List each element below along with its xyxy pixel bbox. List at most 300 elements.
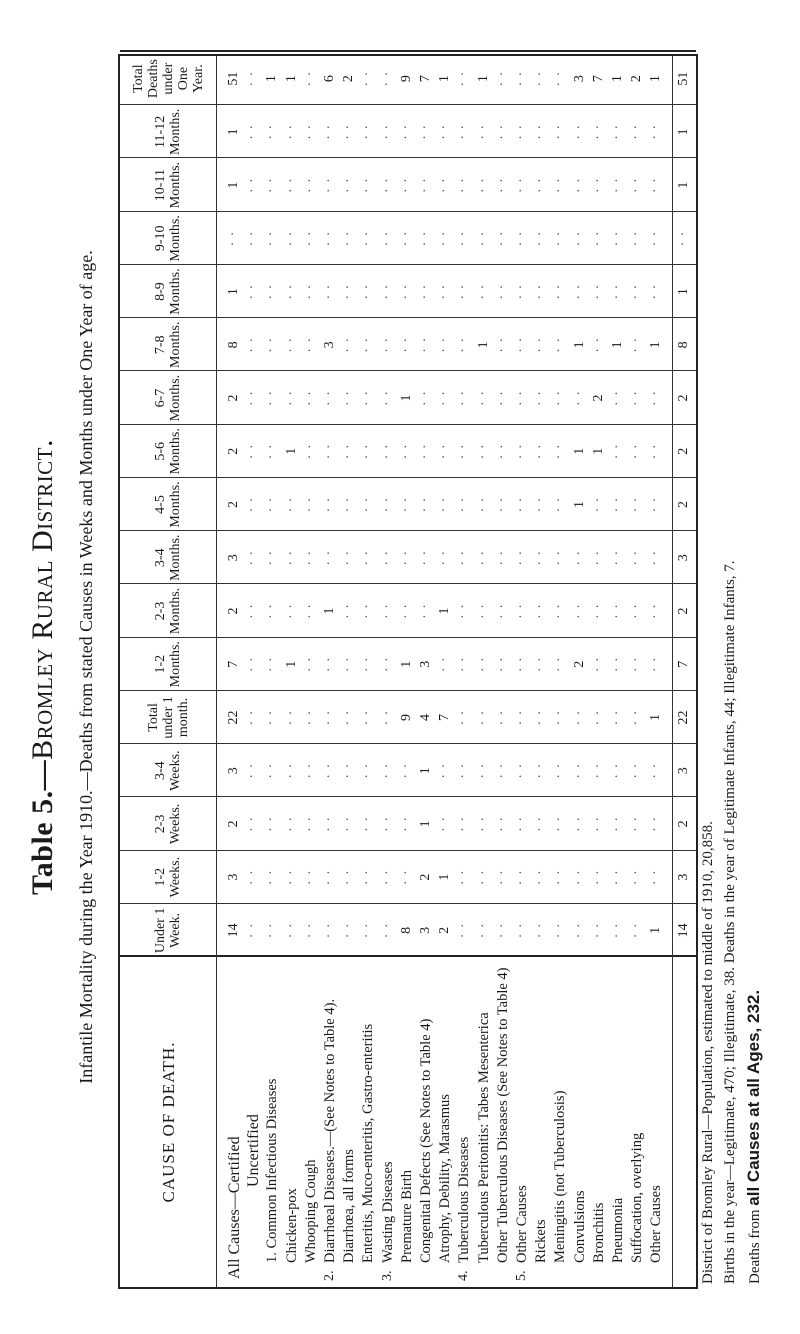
table-cell: · ·	[590, 816, 606, 832]
table-cell: · ·	[629, 869, 645, 886]
table-title-district: Bromley Rural District.	[26, 439, 59, 760]
table-cell: 2	[675, 447, 691, 455]
table-cell: · ·	[514, 123, 529, 140]
table-cell: · ·	[379, 336, 395, 353]
table-cell: · ·	[475, 443, 491, 460]
table-cell: · ·	[514, 70, 529, 87]
table-cell: 1	[398, 394, 414, 402]
table-cell: · ·	[456, 230, 472, 247]
table-cell: · ·	[283, 496, 299, 513]
table-cell: · ·	[533, 177, 549, 194]
table-cell: · ·	[418, 230, 433, 247]
table-cell: · ·	[648, 177, 664, 194]
table-cell: · ·	[360, 709, 376, 726]
table-cell: · ·	[533, 390, 549, 406]
table-cell: · ·	[360, 230, 376, 247]
table-cell: · ·	[437, 762, 453, 779]
row-label: Suffocation, overlying	[629, 1132, 646, 1263]
table-cell: 1	[398, 660, 414, 668]
table-cell: · ·	[494, 816, 510, 832]
header-col-13: 8-9 Months.	[153, 268, 183, 315]
table-cell: · ·	[610, 549, 625, 566]
table-cell: · ·	[610, 603, 625, 619]
table-cell: · ·	[398, 230, 414, 247]
table-cell: · ·	[571, 603, 587, 619]
table-cell: · ·	[494, 709, 510, 726]
table-cell: · ·	[360, 496, 376, 513]
table-cell: · ·	[475, 816, 491, 832]
table-cell: 1	[437, 607, 453, 615]
row-label: Congenital Defects (See Notes to Table 4)	[418, 1018, 434, 1263]
table-cell: · ·	[302, 922, 318, 939]
table-cell: · ·	[302, 283, 318, 300]
table-cell: · ·	[629, 177, 645, 194]
header-col-12: 7-8 Months.	[153, 321, 183, 368]
table-cell: · ·	[398, 283, 414, 300]
table-cell: · ·	[552, 709, 568, 726]
table-cell: 1	[322, 607, 337, 615]
table-cell: · ·	[629, 549, 645, 566]
table-cell: · ·	[456, 869, 472, 886]
table-cell: · ·	[456, 656, 472, 673]
table-cell: · ·	[475, 603, 491, 619]
table-cell: · ·	[675, 230, 691, 247]
table-cell: · ·	[264, 496, 280, 513]
table-cell: · ·	[552, 390, 568, 406]
table-cell: · ·	[648, 656, 664, 673]
table-cell: 1	[648, 713, 664, 721]
table-cell: · ·	[379, 177, 395, 194]
table-cell: · ·	[437, 123, 453, 140]
table-cell: · ·	[610, 123, 625, 140]
table-cell: 1	[675, 181, 691, 189]
table-cell: 3	[226, 767, 241, 775]
table-cell: 1	[610, 341, 625, 349]
table-cell: · ·	[533, 123, 549, 140]
table-cell: · ·	[610, 230, 625, 247]
table-cell: · ·	[360, 656, 376, 673]
table-cell: · ·	[494, 336, 510, 353]
table-cell: · ·	[322, 123, 337, 140]
table-cell: 1	[610, 75, 625, 83]
table-cell: · ·	[514, 869, 529, 886]
row-label: Other Tuberculous Diseases (See Notes to Table 4)	[494, 967, 511, 1263]
table-cell: · ·	[264, 603, 280, 619]
table-cell: · ·	[590, 336, 606, 353]
table-cell: · ·	[552, 496, 568, 513]
table-cell: · ·	[398, 869, 414, 886]
table-cell: · ·	[245, 709, 261, 726]
table-cell: 7	[437, 713, 453, 721]
table-cell: · ·	[398, 762, 414, 779]
header-col-1: Under 1 Week.	[153, 907, 183, 954]
table-cell: · ·	[245, 336, 261, 353]
table-cell: · ·	[418, 177, 433, 194]
table-cell: · ·	[494, 390, 510, 406]
table-cell: · ·	[552, 283, 568, 300]
table-cell: · ·	[245, 496, 261, 513]
table-cell: · ·	[283, 123, 299, 140]
table-cell: 1	[283, 660, 299, 668]
table-cell: · ·	[379, 230, 395, 247]
table-cell: · ·	[552, 336, 568, 353]
row-label: Pneumonia	[610, 1197, 626, 1263]
table-cell: · ·	[629, 656, 645, 673]
table-cell: · ·	[494, 177, 510, 194]
table-cell: · ·	[322, 549, 337, 566]
table-cell: 3	[418, 926, 433, 934]
table-cell: · ·	[648, 762, 664, 779]
table-cell: · ·	[571, 549, 587, 566]
row-label: Diarrhœa, all forms	[341, 1149, 358, 1263]
table-cell: · ·	[379, 496, 395, 513]
table-cell: · ·	[648, 549, 664, 566]
table-cell: · ·	[398, 496, 414, 513]
table-cell: 1	[437, 75, 453, 83]
table-cell: · ·	[341, 816, 357, 832]
row-label: Wasting Diseases	[379, 1161, 396, 1263]
row-label: Convulsions	[571, 1190, 588, 1263]
table-cell: · ·	[552, 70, 568, 87]
table-cell: · ·	[360, 922, 376, 939]
table-cell: · ·	[245, 177, 261, 194]
table-cell: · ·	[283, 816, 299, 832]
table-cell: · ·	[360, 549, 376, 566]
table-cell: · ·	[264, 283, 280, 300]
table-cell: · ·	[571, 816, 587, 832]
table-cell: · ·	[494, 762, 510, 779]
table-cell: · ·	[341, 549, 357, 566]
table-cell: · ·	[648, 230, 664, 247]
table-cell: · ·	[341, 443, 357, 460]
table-cell: · ·	[283, 603, 299, 619]
table-cell: 51	[226, 71, 241, 86]
table-cell: · ·	[456, 443, 472, 460]
header-col-5: Total under 1 month.	[145, 696, 191, 739]
table-cell: · ·	[245, 390, 261, 406]
table-cell: · ·	[494, 549, 510, 566]
table-cell: · ·	[398, 336, 414, 353]
table-cell: · ·	[533, 816, 549, 832]
table-cell: 3	[675, 873, 691, 881]
table-cell: · ·	[322, 496, 337, 513]
table-cell: · ·	[494, 443, 510, 460]
table-cell: · ·	[245, 283, 261, 300]
table-cell: · ·	[533, 70, 549, 87]
table-cell: · ·	[629, 283, 645, 300]
table-cell: 7	[590, 75, 606, 83]
table-cell: 1	[675, 128, 691, 136]
table-cell: · ·	[514, 922, 529, 939]
row-label: Other Causes	[514, 1185, 530, 1263]
table-cell: · ·	[283, 549, 299, 566]
table-cell: · ·	[264, 336, 280, 353]
table-cell: · ·	[533, 709, 549, 726]
total-divider	[672, 56, 673, 1287]
row-label: Diarrhœal Diseases.—(See Notes to Table 4).	[322, 998, 338, 1263]
table-cell: · ·	[437, 549, 453, 566]
footer-deaths-total: all Causes at all Ages, 232.	[744, 989, 763, 1206]
table-cell: · ·	[437, 177, 453, 194]
table-cell: · ·	[398, 123, 414, 140]
table-cell: · ·	[437, 656, 453, 673]
table-cell: · ·	[398, 443, 414, 460]
table-cell: · ·	[610, 762, 625, 779]
table-cell: 3	[226, 554, 241, 562]
table-cell: · ·	[475, 762, 491, 779]
table-cell: · ·	[552, 762, 568, 779]
row-label: Chicken-pox	[283, 1188, 300, 1263]
table-cell: · ·	[283, 709, 299, 726]
table-cell: · ·	[360, 123, 376, 140]
table-cell: · ·	[610, 283, 625, 300]
table-cell: · ·	[590, 869, 606, 886]
table-cell: · ·	[475, 390, 491, 406]
table-cell: · ·	[648, 496, 664, 513]
table-cell: 2	[675, 394, 691, 402]
table-cell: · ·	[456, 390, 472, 406]
footer-deaths	[744, 990, 764, 1284]
table-cell: · ·	[302, 869, 318, 886]
table-cell: · ·	[379, 123, 395, 140]
table-cell: · ·	[302, 816, 318, 832]
table-cell: · ·	[590, 922, 606, 939]
table-cell: 7	[675, 660, 691, 668]
table-cell: · ·	[590, 230, 606, 247]
table-cell: 1	[226, 181, 241, 189]
table-cell: · ·	[283, 177, 299, 194]
table-cell: · ·	[571, 230, 587, 247]
table-cell: · ·	[610, 177, 625, 194]
table-cell: · ·	[437, 283, 453, 300]
table-cell: · ·	[629, 709, 645, 726]
table-cell: · ·	[264, 656, 280, 673]
table-cell: · ·	[514, 336, 529, 353]
table-cell: · ·	[533, 869, 549, 886]
table-cell: · ·	[552, 549, 568, 566]
table-cell: · ·	[629, 443, 645, 460]
table-cell: · ·	[514, 603, 529, 619]
table-cell: 14	[226, 923, 241, 938]
table-cell: · ·	[610, 390, 625, 406]
table-cell: 1	[571, 447, 587, 455]
table-cell: · ·	[590, 496, 606, 513]
table-cell: · ·	[302, 230, 318, 247]
table-cell: · ·	[514, 656, 529, 673]
table-cell: · ·	[245, 443, 261, 460]
table-cell: 2	[226, 394, 241, 402]
table-cell: 1	[226, 288, 241, 296]
table-cell: 9	[398, 75, 414, 83]
table-cell: 2	[341, 75, 357, 83]
table-cell: 2	[675, 607, 691, 615]
table-cell: 8	[226, 341, 241, 349]
table-cell: 1	[226, 128, 241, 136]
table-cell: · ·	[456, 762, 472, 779]
table-cell: · ·	[264, 549, 280, 566]
table-cell: · ·	[283, 869, 299, 886]
table-cell: 1	[648, 75, 664, 83]
table-cell: · ·	[629, 123, 645, 140]
table-cell: · ·	[437, 443, 453, 460]
table-cell: · ·	[514, 390, 529, 406]
table-title	[26, 0, 60, 1334]
table-cell: · ·	[322, 709, 337, 726]
table-cell: · ·	[379, 283, 395, 300]
table-cell: · ·	[245, 123, 261, 140]
table-cell: · ·	[475, 496, 491, 513]
table-cell: · ·	[341, 762, 357, 779]
table-cell: · ·	[533, 762, 549, 779]
row-label: Tuberculous Diseases	[456, 1136, 473, 1263]
row-label: Whooping Cough	[302, 1159, 319, 1263]
table-cell: · ·	[264, 816, 280, 832]
table-cell: · ·	[264, 869, 280, 886]
row-group-number: 3.	[379, 1270, 395, 1281]
table-cell: · ·	[514, 496, 529, 513]
table-cell: · ·	[322, 230, 337, 247]
table-cell: · ·	[456, 922, 472, 939]
table-cell: · ·	[629, 390, 645, 406]
table-cell: 2	[226, 447, 241, 455]
table-cell: · ·	[629, 230, 645, 247]
table-cell: · ·	[341, 230, 357, 247]
table-cell: 1	[475, 75, 491, 83]
table-cell: · ·	[322, 762, 337, 779]
table-cell: · ·	[571, 762, 587, 779]
table-cell: · ·	[245, 230, 261, 247]
table-cell: · ·	[590, 603, 606, 619]
table-cell: 1	[571, 501, 587, 509]
table-cell: · ·	[648, 816, 664, 832]
table-cell: · ·	[341, 336, 357, 353]
table-cell: · ·	[571, 390, 587, 406]
table-cell: · ·	[571, 177, 587, 194]
table-cell: · ·	[571, 869, 587, 886]
table-cell: · ·	[245, 816, 261, 832]
table-cell: · ·	[379, 762, 395, 779]
table-cell: · ·	[494, 922, 510, 939]
table-cell: · ·	[341, 123, 357, 140]
table-cell: · ·	[610, 816, 625, 832]
table-cell: · ·	[533, 922, 549, 939]
row-label: Other Causes	[648, 1185, 665, 1263]
table-cell: · ·	[264, 230, 280, 247]
table-cell: · ·	[494, 869, 510, 886]
table-cell: · ·	[379, 603, 395, 619]
table-cell: · ·	[341, 709, 357, 726]
table-cell: · ·	[341, 283, 357, 300]
table-cell: · ·	[456, 549, 472, 566]
table-cell: 2	[571, 660, 587, 668]
table-cell: · ·	[610, 709, 625, 726]
table-cell: · ·	[494, 283, 510, 300]
row-label: Meningitis (not Tuberculosis)	[552, 1090, 569, 1263]
table-cell: 2	[226, 501, 241, 509]
table-cell: · ·	[418, 390, 433, 406]
table-cell: · ·	[533, 230, 549, 247]
table-cell: · ·	[418, 443, 433, 460]
header-col-9: 4-5 Months.	[153, 481, 183, 528]
table-cell: 1	[418, 820, 433, 828]
table-cell: · ·	[648, 390, 664, 406]
table-cell: · ·	[437, 816, 453, 832]
table-cell: 4	[418, 713, 433, 721]
table-title-prefix: Table 5.—	[26, 759, 59, 895]
table-cell: · ·	[418, 283, 433, 300]
table-cell: · ·	[590, 177, 606, 194]
table-cell: · ·	[379, 869, 395, 886]
row-label: All Causes—Certified	[226, 1136, 243, 1279]
table-cell: · ·	[245, 70, 261, 87]
table-cell: · ·	[302, 336, 318, 353]
table-cell: · ·	[590, 762, 606, 779]
table-cell: · ·	[648, 283, 664, 300]
table-cell: · ·	[341, 177, 357, 194]
table-cell: · ·	[245, 603, 261, 619]
table-cell: · ·	[590, 656, 606, 673]
table-cell: · ·	[341, 496, 357, 513]
table-cell: · ·	[629, 762, 645, 779]
table-cell: · ·	[629, 496, 645, 513]
table-cell: · ·	[437, 230, 453, 247]
table-cell: 6	[322, 75, 337, 83]
table-cell: · ·	[629, 816, 645, 832]
table-cell: · ·	[514, 709, 529, 726]
table-cell: · ·	[283, 762, 299, 779]
table-cell: · ·	[533, 496, 549, 513]
table-cell: · ·	[533, 336, 549, 353]
table-cell: · ·	[533, 443, 549, 460]
table-cell: · ·	[610, 922, 625, 939]
table-cell: · ·	[341, 390, 357, 406]
table-cell: · ·	[264, 390, 280, 406]
header-col-8: 3-4 Months.	[153, 534, 183, 581]
table-cell: · ·	[360, 603, 376, 619]
table-cell: · ·	[245, 922, 261, 939]
table-cell: · ·	[245, 656, 261, 673]
table-cell: · ·	[552, 869, 568, 886]
table-cell: 1	[418, 767, 433, 775]
row-label: Tuberculous Peritonitis: Tabes Mesenterica	[475, 1012, 492, 1263]
table-cell: · ·	[341, 603, 357, 619]
table-cell: · ·	[360, 762, 376, 779]
mortality-table	[118, 54, 698, 1289]
table-subtitle	[76, 0, 97, 1334]
table-cell: · ·	[456, 177, 472, 194]
table-cell: · ·	[437, 496, 453, 513]
table-cell: · ·	[514, 816, 529, 832]
table-cell: 1	[675, 288, 691, 296]
table-cell: · ·	[341, 922, 357, 939]
table-cell: · ·	[571, 709, 587, 726]
table-cell: · ·	[456, 70, 472, 87]
table-cell: · ·	[590, 549, 606, 566]
table-cell: · ·	[379, 816, 395, 832]
table-cell: · ·	[629, 603, 645, 619]
table-cell: · ·	[475, 123, 491, 140]
table-cell: · ·	[322, 177, 337, 194]
table-cell: 3	[322, 341, 337, 349]
table-cell: · ·	[552, 230, 568, 247]
table-cell: · ·	[475, 869, 491, 886]
table-cell: 2	[418, 873, 433, 881]
table-cell: · ·	[322, 390, 337, 406]
table-cell: · ·	[360, 443, 376, 460]
table-cell: · ·	[341, 656, 357, 673]
header-col-16: 11-12 Months.	[153, 108, 183, 156]
table-cell: · ·	[418, 123, 433, 140]
